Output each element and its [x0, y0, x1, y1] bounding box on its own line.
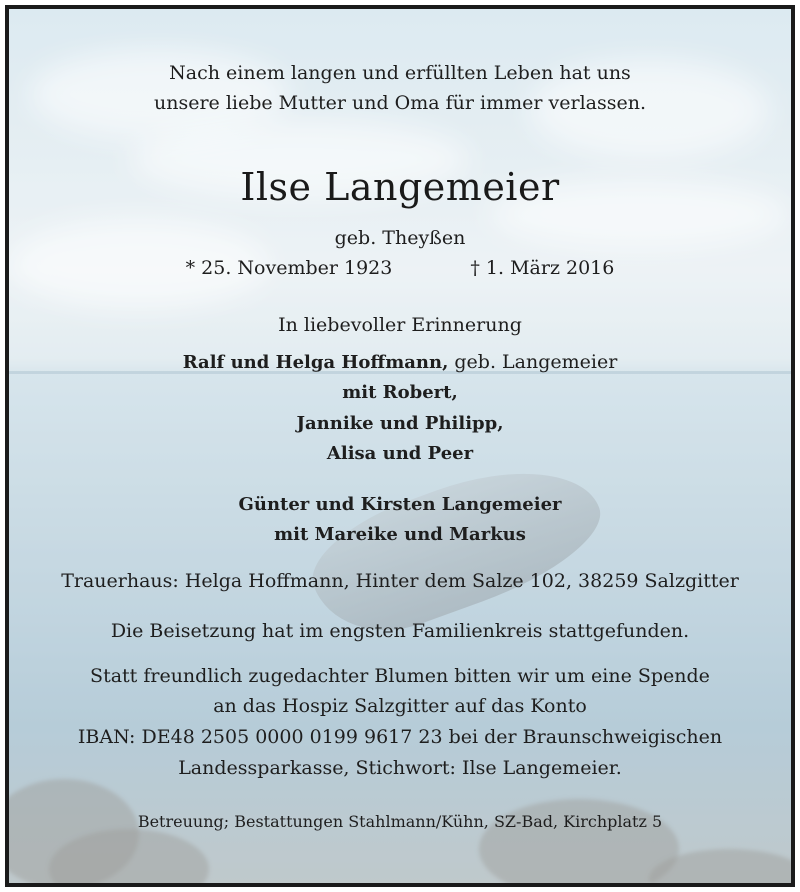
birth-name: geb. Theyßen — [334, 227, 466, 249]
death-date: † 1. März 2016 — [470, 257, 615, 279]
deceased-name: Ilse Langemeier — [240, 165, 560, 209]
family1-line-1 — [9, 351, 791, 373]
dates-row — [9, 257, 791, 279]
family1-names: Ralf und Helga Hoffmann, — [182, 352, 449, 373]
family2-line-2: mit Mareike und Markus — [274, 524, 526, 545]
family2-line-1: Günter und Kirsten Langemeier — [238, 494, 562, 515]
remembrance-line: In liebevoller Erinnerung — [278, 314, 522, 336]
family1-maiden: geb. Langemeier — [448, 351, 618, 373]
intro-line-2: unsere liebe Mutter und Oma für immer verlassen. — [154, 92, 646, 114]
funeral-home: Betreuung; Bestattungen Stahlmann/Kühn, SZ-Bad, Kirchplatz 5 — [137, 812, 663, 831]
burial-note: Die Beisetzung hat im engsten Familienkreis stattgefunden. — [110, 620, 690, 642]
donation-line-3: IBAN: DE48 2505 0000 0199 9617 23 bei der Braunschweigischen — [77, 726, 723, 748]
obituary-text — [9, 9, 791, 883]
donation-line-1: Statt freundlich zugedachter Blumen bitten wir um eine Spende — [90, 665, 710, 687]
mourning-house: Trauerhaus: Helga Hoffmann, Hinter dem Salze 102, 38259 Salzgitter — [61, 570, 739, 592]
obituary-frame — [5, 5, 795, 887]
intro-line-1: Nach einem langen und erfüllten Leben hat uns — [169, 62, 631, 84]
family1-line-4: Alisa und Peer — [326, 443, 474, 464]
birth-date: * 25. November 1923 — [185, 257, 393, 279]
family1-line-2: mit Robert, — [342, 382, 458, 403]
donation-line-2: an das Hospiz Salzgitter auf das Konto — [213, 695, 587, 717]
donation-line-4: Landessparkasse, Stichwort: Ilse Langemeier. — [178, 757, 622, 779]
family1-line-3: Jannike und Philipp, — [296, 413, 504, 434]
